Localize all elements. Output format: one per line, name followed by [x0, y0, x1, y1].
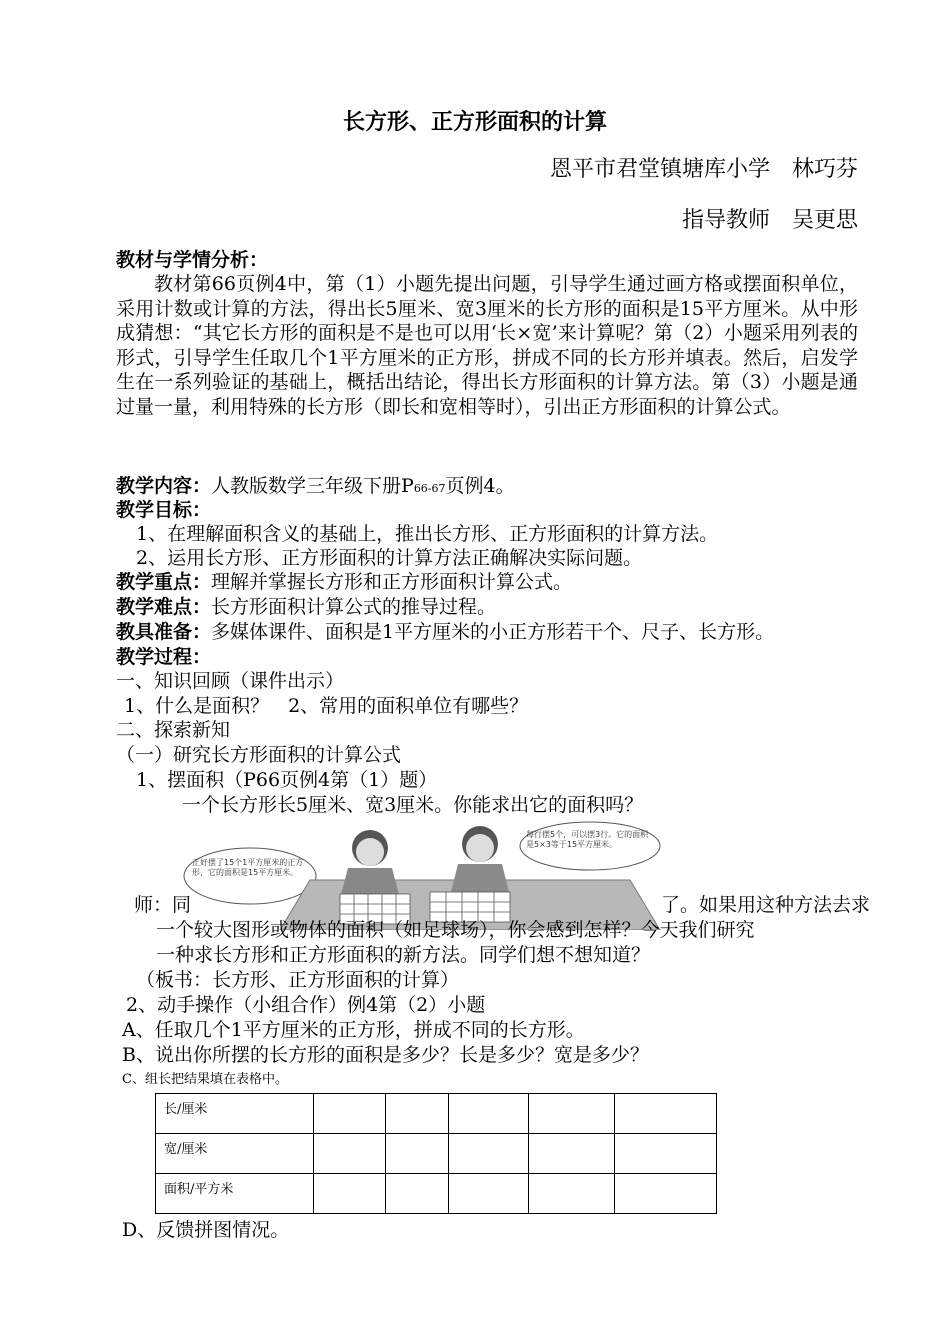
table-row	[156, 1174, 717, 1214]
row-label-length: 长/厘米	[156, 1094, 314, 1134]
teacher-line-1-end: 了。如果用这种方法去求	[661, 894, 871, 916]
teacher-line-3: 一种求长方形和正方形面积的新方法。同学们想不想知道？	[156, 944, 651, 966]
table-row	[156, 1134, 717, 1174]
keypoint-text: 理解并掌握长方形和正方形面积计算公式。	[211, 571, 573, 593]
step2-heading: 2、动手操作（小组合作）例4第（2）小题	[126, 994, 486, 1016]
process-line: 1、摆面积（P66页例4第（1）题）	[136, 769, 438, 791]
keypoint-label: 教学重点：	[116, 571, 212, 593]
table-cell[interactable]	[615, 1134, 717, 1174]
table-cell[interactable]	[449, 1174, 529, 1214]
process-line: （一）研究长方形面积的计算公式	[116, 744, 402, 766]
table-cell[interactable]	[449, 1134, 529, 1174]
keypoint-line	[116, 570, 858, 595]
teacher-line-1-start: 师：同	[134, 894, 192, 916]
table-cell[interactable]	[313, 1134, 385, 1174]
process-line: 二、探索新知	[116, 719, 231, 741]
table-cell[interactable]	[529, 1134, 615, 1174]
table-cell[interactable]	[385, 1094, 449, 1134]
bubble-left-text: 正好摆了15个1平方厘米的正方形，它的面积是15平方厘米。	[192, 858, 304, 877]
board-note: （板书：长方形、正方形面积的计算）	[136, 969, 460, 991]
table-cell[interactable]	[385, 1174, 449, 1214]
materials-label: 教具准备：	[116, 621, 212, 643]
difficulty-text: 长方形面积计算公式的推导过程。	[211, 596, 497, 618]
goal-item: 2、运用长方形、正方形面积的计算方法正确解决实际问题。	[136, 547, 643, 569]
process-line: 一、知识回顾（课件出示）	[116, 670, 345, 692]
step2-a: A、任取几个1平方厘米的正方形，拼成不同的长方形。	[122, 1019, 585, 1041]
table-row	[156, 1094, 717, 1134]
content-text-end: 页例4。	[445, 475, 515, 497]
process-line: 一个长方形长5厘米、宽3厘米。你能求出它的面积吗？	[182, 794, 644, 816]
analysis-heading: 教材与学情分析：	[116, 249, 269, 271]
table-cell[interactable]	[313, 1174, 385, 1214]
difficulty-label: 教学难点：	[116, 596, 212, 618]
content-pages: 66-67	[413, 482, 446, 495]
goal-item: 1、在理解面积含义的基础上，推出长方形、正方形面积的计算方法。	[136, 523, 719, 545]
table-cell[interactable]	[529, 1174, 615, 1214]
table-cell[interactable]	[313, 1094, 385, 1134]
materials-line	[116, 620, 858, 645]
page-title: 长方形、正方形面积的计算	[342, 110, 607, 135]
process-heading: 教学过程：	[116, 646, 212, 668]
process-line: 1、什么是面积？ 2、常用的面积单位有哪些？	[124, 695, 529, 717]
result-table	[155, 1093, 717, 1214]
advisor-line: 指导教师 吴更思	[681, 208, 858, 233]
teacher-line-1	[134, 893, 876, 918]
materials-text: 多媒体课件、面积是1平方厘米的小正方形若干个、尺子、长方形。	[211, 621, 775, 643]
author-line: 恩平市君堂镇塘库小学 林巧芬	[549, 157, 858, 182]
content-text: 人教版数学三年级下册P	[211, 475, 414, 497]
bubble-right-text: 每行摆5个，可以摆3行。它的面积是5×3等于15平方厘米。	[526, 830, 649, 849]
step2-c: C、组长把结果填在表格中。	[122, 1072, 288, 1087]
table-cell[interactable]	[385, 1134, 449, 1174]
content-label: 教学内容：	[116, 475, 212, 497]
step-d: D、反馈拼图情况。	[122, 1219, 290, 1241]
row-label-width: 宽/厘米	[156, 1134, 314, 1174]
goals-heading: 教学目标：	[116, 499, 212, 521]
step2-b: B、说出你所摆的长方形的面积是多少？长是多少？宽是多少？	[122, 1044, 649, 1066]
teacher-line-2: 一个较大图形或物体的面积（如足球场），你会感到怎样？今天我们研究	[156, 919, 755, 941]
table-cell[interactable]	[529, 1094, 615, 1134]
table-cell[interactable]	[615, 1174, 717, 1214]
row-label-area: 面积/平方米	[156, 1174, 314, 1214]
table-cell[interactable]	[615, 1094, 717, 1134]
difficulty-line	[116, 595, 858, 620]
table-cell[interactable]	[449, 1094, 529, 1134]
analysis-paragraph: 教材第66页例4中，第（1）小题先提出问题，引导学生通过画方格或摆面积单位，采用计数或计算的方法，得出长5厘米、宽3厘米的长方形的面积是15平方厘米。从中形成猜想：“其它长方形的面积是不是也可以用‘长×宽’来计算呢？第（2）小题采用列表的形式，引导学生任取几个1平方厘米的正方形，拼成不同的长方形并填表。然后，启发学生在一系列验证的基础上，概括出结论，得出长方形面积的计算方法。第（3）小题是通过量一量，利用特殊的长方形（即长和宽相等时），引出正方形面积的计算公式。	[116, 273, 858, 418]
